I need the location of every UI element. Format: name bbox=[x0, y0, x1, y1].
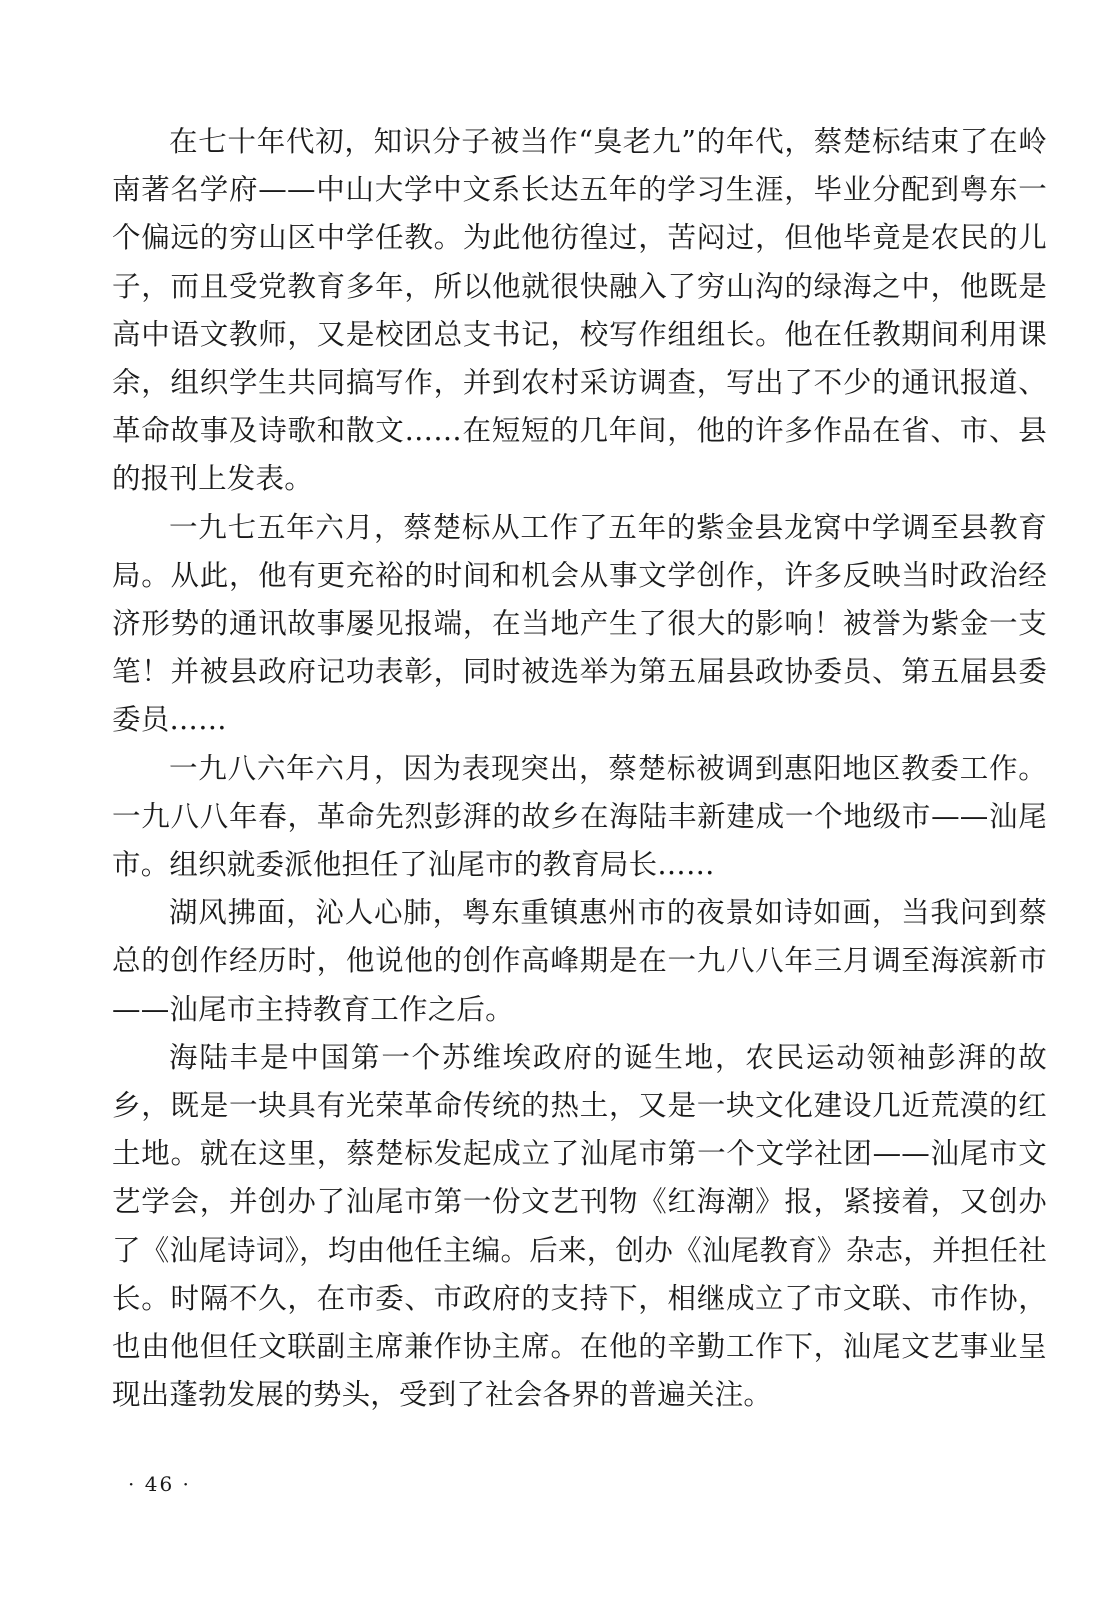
page-number: · 46 · bbox=[128, 1472, 191, 1496]
paragraph-4: 湖风拂面，沁人心肺，粤东重镇惠州市的夜景如诗如画，当我问到蔡总的创作经历时，他说他的创作高峰期是在一九八八年三月调至海滨新市——汕尾市主持教育工作之后。 bbox=[112, 896, 1047, 1026]
paragraph-3: 一九八六年六月，因为表现突出，蔡楚标被调到惠阳地区教委工作。一九八八年春，革命先烈彭湃的故乡在海陆丰新建成一个地级市——汕尾市。组织就委派他担任了汕尾市的教育局长…… bbox=[112, 751, 1047, 882]
paragraph-2: 一九七五年六月，蔡楚标从工作了五年的紫金县龙窝中学调至县教育局。从此，他有更充裕的时间和机会从事文学创作，许多反映当时政治经济形势的通讯故事屡见报端，在当地产生了很大的影响！被誉为紫金一支笔！并被县政府记功表彰，同时被选举为第五届县政协委员、第五届县委委员…… bbox=[112, 510, 1047, 737]
page-body bbox=[112, 118, 1047, 1419]
paragraph-1: 在七十年代初，知识分子被当作“臭老九”的年代，蔡楚标结束了在岭南著名学府——中山大学中文系长达五年的学习生涯，毕业分配到粤东一个偏远的穷山区中学任教。为此他彷徨过，苦闷过，但他毕竟是农民的儿子，而且受党教育多年，所以他就很快融入了穷山沟的绿海之中，他既是高中语文教师，又是校团总支书记，校写作组组长。他在任教期间利用课余，组织学生共同搞写作，并到农村采访调查，写出了不少的通讯报道、革命故事及诗歌和散文……在短短的几年间，他的许多作品在省、市、县的报刊上发表。 bbox=[112, 125, 1047, 496]
paragraph-5: 海陆丰是中国第一个苏维埃政府的诞生地，农民运动领袖彭湃的故乡，既是一块具有光荣革命传统的热土，又是一块文化建设几近荒漠的红土地。就在这里，蔡楚标发起成立了汕尾市第一个文学社团——汕尾市文艺学会，并创办了汕尾市第一份文艺刊物《红海潮》报，紧接着，又创办了《汕尾诗词》，均由他任主编。后来，创办《汕尾教育》杂志，并担任社长。时隔不久，在市委、市政府的支持下，相继成立了市文联、市作协，也由他但任文联副主席兼作协主席。在他的辛勤工作下，汕尾文艺事业呈现出蓬勃发展的势头，受到了社会各界的普遍关注。 bbox=[112, 1040, 1047, 1412]
